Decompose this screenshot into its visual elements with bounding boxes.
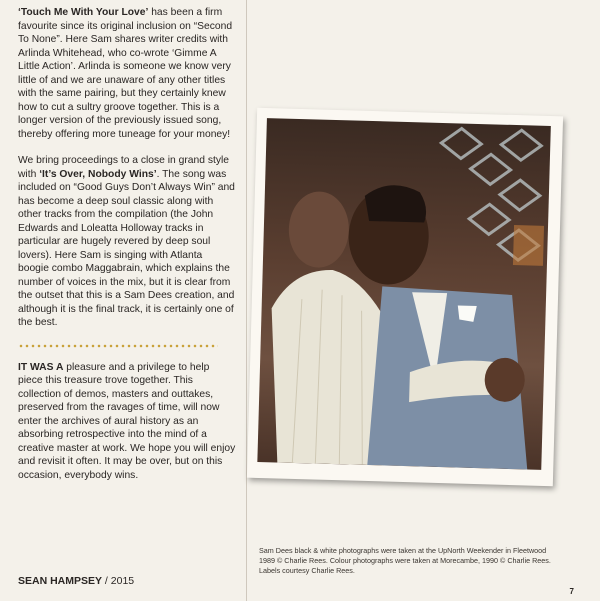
author-signoff [18,575,134,587]
photograph-illustration [257,118,550,470]
column-divider [246,0,247,601]
paragraph-lead: We bring proceedings to a close in grand style with [18,155,230,180]
paragraph-text: pleasure and a privilege to help piece this treasure trove together. This collection of demos, masters and outtakes, preserved from the ravages of time, will now enter the archives of aural history as an absorbing retrospective into the mind of a creative master at work. We hope you will enjoy and revisit it often. It may be over, but on this occasion, everybody wins. [18,361,236,481]
paragraph-text: has been a firm favourite since its original inclusion on “Second To None”. Here Sam shares writer credits with Arlinda Whitehead, who co-wrote ‘Gimme A Little Action’. Arlinda is someone we know very little of and we are unaware of any other titles with the same pairing, but they certainly knew how to cut a sultry groove together. This is a longer version of the previously issued song, thereby offering more tuneage for your money! [18,7,233,140]
song-title: ‘It’s Over, Nobody Wins’ [39,168,157,180]
photo-caption: Sam Dees black & white photographs were taken at the UpNorth Weekender in Fleetwood 1989 © Charlie Rees. Colour photographs were taken at Morecambe, 1990 © Charlie Rees. Labels courtesy Charlie Rees. [259,546,551,576]
paragraph-text: . The song was included on “Good Guys Don’t Always Win” and has become a deep soul classic along with other tracks from the compilation (the John Edwards and Loleatta Holloway tracks in particular are hugely revered by deep soul lovers). Here Sam is singing with Atlanta boogie combo Maggabrain, which explains the number of voices in the mix, but it is clear from the outset that this is a Sam Dees creation, and although it is the final track, it is certainly one of the best. [18,168,235,328]
paragraph-lead-caps: IT WAS A [18,361,64,373]
paragraph-its-over [18,154,236,330]
song-title: ‘Touch Me With Your Love’ [18,7,149,18]
signoff-year: / 2015 [102,575,135,587]
dotted-separator [18,343,218,349]
article-column [18,6,236,495]
author-name: SEAN HAMPSEY [18,575,103,587]
photograph-two-men-embracing [257,118,550,470]
paragraph-touch-me [18,6,236,141]
page-number: 7 [569,587,574,596]
photo-print [247,108,563,486]
paragraph-closing [18,361,236,483]
